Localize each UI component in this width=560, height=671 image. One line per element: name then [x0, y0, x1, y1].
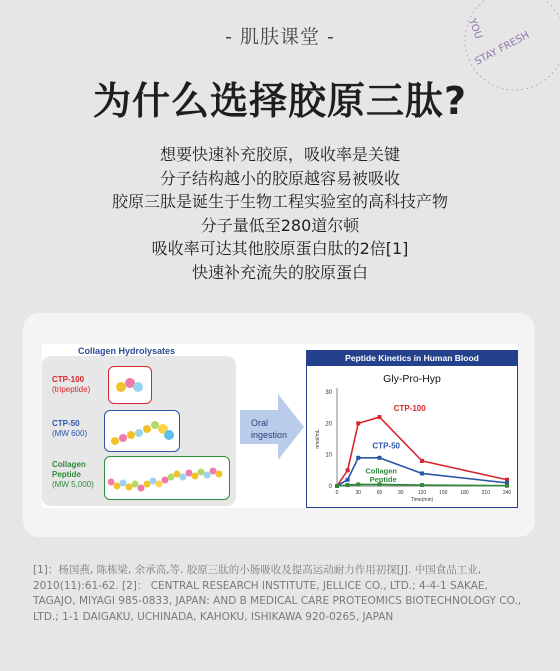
tripeptide-molecule-icon: [109, 367, 151, 403]
data-point: [346, 483, 350, 487]
x-tick-label: 90: [397, 490, 404, 496]
chart-subtitle: Gly-Pro-Hyp: [383, 373, 441, 385]
svg-text:STAY FRESH: STAY FRESH: [473, 29, 532, 68]
data-point: [378, 456, 382, 460]
section-label: - 肌肤课堂 -: [225, 26, 335, 48]
page-title: 为什么选择胶原三肽?: [92, 79, 468, 123]
series-label-ctp50: CTP-50: [372, 441, 400, 451]
series-label-ctp100: CTP-100: [393, 403, 426, 413]
svg-text:YOU: YOU: [466, 17, 484, 41]
kinetics-chart: [307, 366, 517, 507]
data-point: [346, 478, 350, 482]
oligopeptide-molecule-icon: [105, 411, 179, 451]
data-point: [378, 415, 382, 419]
hydrolysates-title: Collagen Hydrolysates: [78, 346, 176, 356]
x-tick-label: 0: [335, 490, 339, 496]
x-tick-label: 120: [417, 490, 427, 496]
y-tick-label: 20: [325, 421, 332, 428]
ctp50-molecule: [104, 410, 180, 452]
benefit-line: 分子量低至280道尔顿: [200, 215, 360, 235]
benefit-line: 想要快速补充胶原，吸收率是关键: [159, 145, 400, 164]
ctp100-molecule: [108, 366, 152, 404]
data-point: [420, 483, 424, 487]
series-label-collagen: Collagen: [365, 466, 398, 476]
hydrolysates-panel: [42, 356, 236, 506]
x-tick-label: 210: [481, 490, 490, 496]
data-point: [356, 482, 360, 486]
data-point: [420, 471, 424, 475]
y-tick-label: 0: [328, 484, 332, 490]
data-point: [356, 456, 360, 460]
benefit-list: [0, 143, 560, 284]
series-label-peptide: Peptide: [369, 474, 397, 484]
x-tick-label: 180: [460, 490, 469, 496]
reference-footnote: [1]：杨国燕, 陈栋梁, 余承高,等. 胶原三肽的小肠吸收及提高运动耐力作用初探[J]. 中国食品工业, 2010(11):61-62. [2]： CENTRAL RESEARCH INSTITUTE, JELLICE CO., LTD.; 4-4-1 SAKAE, TAGAJO, MIYAGI 985-0833, JAPAN: AND B MEDICAL CARE PROTEOMICS BIOTECHNOLOGY CO., LTD.; 1-1 DAIGAKU, UCHINADA, KAHOKU, ISHIKAWA 920-0265, JAPAN: [33, 564, 522, 623]
series-line: [337, 417, 507, 486]
x-axis-label: Time(min): [410, 497, 434, 503]
data-point: [335, 484, 339, 488]
absorption-figure: [42, 344, 518, 508]
x-tick-label: 30: [355, 490, 362, 496]
chart-title: Peptide Kinetics in Human Blood: [307, 351, 517, 366]
x-tick-label: 240: [502, 490, 512, 496]
data-point: [420, 459, 424, 463]
benefit-line: 吸收率可达其他胶原蛋白肽的2倍[1]: [151, 239, 409, 258]
oral-ingestion-label: Oral ingestion: [251, 418, 288, 440]
data-point: [505, 484, 509, 488]
benefit-line: 快速补充流失的胶原蛋白: [191, 262, 368, 282]
collagen-peptide-molecule: [104, 456, 230, 500]
x-tick-label: 150: [439, 490, 448, 496]
y-tick-label: 30: [325, 390, 332, 396]
kinetics-chart-panel: [306, 350, 518, 508]
data-point: [356, 421, 360, 425]
y-tick-label: 10: [325, 452, 332, 459]
y-axis-label: nmol/mL: [315, 429, 321, 449]
ctp50-label: CTP-50 (MW 600): [52, 419, 88, 438]
x-tick-label: 60: [376, 490, 383, 496]
benefit-line: 分子结构越小的胶原越容易被吸收: [159, 168, 400, 188]
data-point: [346, 468, 350, 472]
polypeptide-chain-icon: [105, 457, 229, 499]
collagen-peptide-label: Collagen Peptide (MW 5,000): [52, 460, 94, 489]
ctp100-label: CTP-100 (tripeptide): [52, 375, 91, 394]
benefit-line: 胶原三肽是诞生于生物工程实验室的高科技产物: [111, 192, 448, 211]
